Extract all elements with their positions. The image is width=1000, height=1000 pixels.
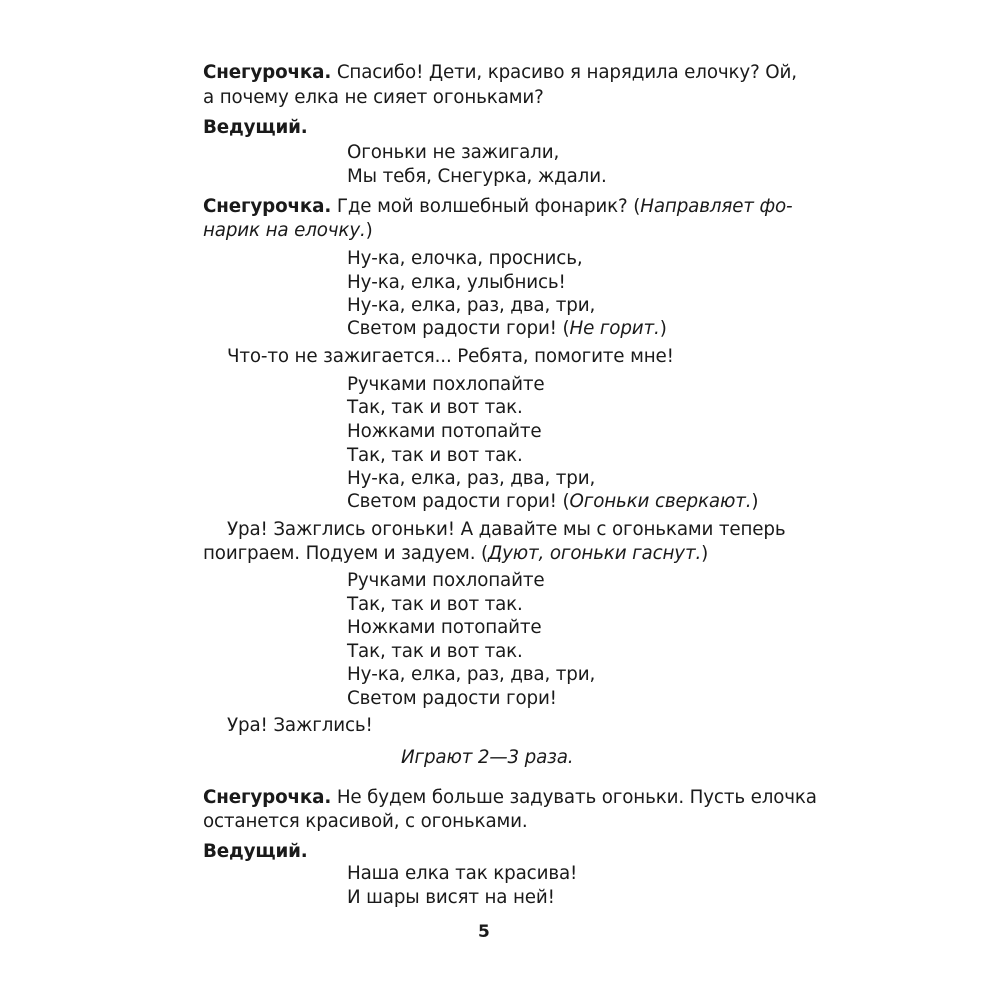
- dialogue-line: останется красивой, с огоньками.: [203, 811, 528, 832]
- stage-direction: нарик на елочку.: [203, 220, 366, 241]
- verse-line: Ну-ка, елка, улыбнись!: [347, 272, 566, 293]
- verse-line: Ножками потопайте: [347, 617, 542, 638]
- verse-line: Огоньки не зажигали,: [347, 142, 560, 163]
- speaker-name: Снегурочка.: [203, 196, 332, 217]
- verse-line: Ручками похлопайте: [347, 374, 545, 395]
- speaker-name: Снегурочка.: [203, 62, 332, 83]
- verse-line: Ножками потопайте: [347, 421, 542, 442]
- stage-direction: Не горит.: [569, 318, 660, 339]
- verse-line: Ну-ка, елочка, проснись,: [347, 248, 583, 269]
- dialogue-line: Ура! Зажглись огоньки! А давайте мы с огоньками теперь: [227, 519, 786, 540]
- verse-line: Ручками похлопайте: [347, 570, 545, 591]
- verse-line: Так, так и вот так.: [347, 594, 523, 615]
- speaker-name: Ведущий.: [203, 117, 308, 138]
- speaker-name: Ведущий.: [203, 841, 308, 862]
- verse-line: И шары висят на ней!: [347, 887, 555, 908]
- stage-direction: Огоньки сверкают.: [569, 491, 752, 512]
- dialogue-text: Спасибо! Дети, красиво я нарядила елочку? Ой,: [331, 62, 797, 83]
- verse-line: Ну-ка, елка, раз, два, три,: [347, 468, 596, 489]
- dialogue-line: а почему елка не сияет огоньками?: [203, 87, 544, 108]
- verse-line: Светом радости гори! (Не горит.): [347, 318, 667, 339]
- verse-line: Ну-ка, елка, раз, два, три,: [347, 664, 596, 685]
- dialogue-line: нарик на елочку.): [203, 220, 373, 241]
- verse-line: Так, так и вот так.: [347, 641, 523, 662]
- dialogue-line: поиграем. Подуем и задуем. (Дуют, огоньки гаснут.): [203, 543, 709, 564]
- verse-line: Так, так и вот так.: [347, 445, 523, 466]
- speaker-name: Снегурочка.: [203, 787, 332, 808]
- verse-line: Светом радости гори!: [347, 688, 557, 709]
- dialogue-line: Ура! Зажглись!: [227, 715, 373, 736]
- stage-direction: Направляет фо-: [640, 196, 793, 217]
- page-number: 5: [478, 922, 490, 942]
- verse-line: Наша елка так красива!: [347, 863, 578, 884]
- verse-line: Светом радости гори! (Огоньки сверкают.): [347, 491, 759, 512]
- verse-line: Ну-ка, елка, раз, два, три,: [347, 295, 596, 316]
- dialogue-line: [203, 61, 797, 85]
- dialogue-line: Снегурочка. Где мой волшебный фонарик? (Направляет фо-: [203, 196, 793, 217]
- verse-line: Мы тебя, Снегурка, ждали.: [347, 166, 607, 187]
- stage-direction: Играют 2—3 раза.: [401, 747, 574, 768]
- stage-direction: Дуют, огоньки гаснут.: [488, 543, 702, 564]
- dialogue-line: Снегурочка. Не будем больше задувать огоньки. Пусть елочка: [203, 787, 817, 808]
- dialogue-line: Что-то не зажигается... Ребята, помогите мне!: [227, 346, 674, 367]
- verse-line: Так, так и вот так.: [347, 397, 523, 418]
